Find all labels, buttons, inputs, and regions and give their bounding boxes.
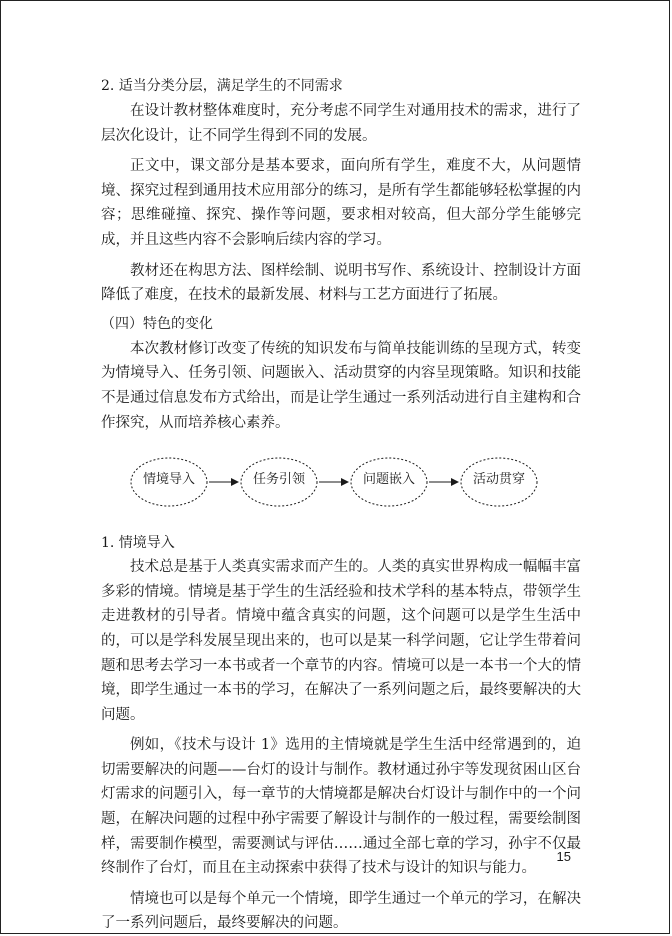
page-number: 15: [556, 849, 571, 864]
section-heading-feature-changes: （四）特色的变化: [101, 315, 213, 332]
paragraph: 例如，《技术与设计 1》选用的主情境就是学生生活中经常遇到的，迫切需要解决的问题——台灯的设计与制作。教材通过孙宇等发现贫困山区台灯需求的问题引入，每一章节的大情境都是解决台灯设计与制作中的一个问题，在解决问题的过程中孙宇需要了解设计与制作的一般过程，需要绘制图样，需要制作模型，需要测试与评估……通过全部七章的学习，孙宇不仅最终制作了台灯，而且在主动探索中获得了技术与设计的知识与能力。: [101, 737, 581, 877]
paragraph: 本次教材修订改变了传统的知识发布与简单技能训练的呈现方式，转变为情境导入、任务引领、问题嵌入、活动贯穿的内容呈现策略。知识和技能不是通过信息发布方式给出，而是让学生通过一系列活动进行自主建构和合作探究，从而培养核心素养。: [101, 340, 581, 431]
flow-node-label: 问题嵌入: [362, 472, 415, 488]
flow-node-label: 任务引领: [252, 472, 305, 488]
subsection-heading-scenario: 1. 情境导入: [101, 535, 175, 552]
section-heading-layered-design: 2. 适当分类分层，满足学生的不同需求: [101, 78, 343, 94]
paragraph: 正文中，课文部分是基本要求，面向所有学生，难度不大，从问题情境、探究过程到通用技术应用部分的练习，是所有学生都能够轻松掌握的内容；思维碰撞、探究、操作等问题，要求相对较高，但大部分学生能够完成，并且这些内容不会影响后续内容的学习。: [101, 158, 581, 248]
paragraph: 情境也可以是每个单元一个情境，即学生通过一个单元的学习，在解决了一系列问题后，最终要解决的问题。: [101, 890, 581, 932]
paragraph: 在设计教材整体难度时，充分考虑不同学生对通用技术的需求，进行了层次化设计，让不同学生得到不同的发展。: [101, 103, 581, 144]
flow-node-label: 情境导入: [142, 472, 195, 488]
page-content: [101, 74, 581, 936]
flow-diagram: [101, 449, 581, 515]
flow-node-label: 活动贯穿: [472, 472, 525, 488]
paragraph: 教材还在构思方法、图样绘制、说明书写作、系统设计、控制设计方面降低了难度，在技术的最新发展、材料与工艺方面进行了拓展。: [101, 262, 581, 304]
paragraph: 技术总是基于人类真实需求而产生的。人类的真实世界构成一幅幅丰富多彩的情境。情境是基于学生的生活经验和技术学科的基本特点，带领学生走进教材的引导者。情境中蕴含真实的问题，这个问题可以是学生生活中的，可以是学科发展呈现出来的，也可以是某一科学问题，它让学生带着问题和思考去学习一本书或者一个章节的内容。情境可以是一本书一个大的情境，即学生通过一本书的学习，在解决了一系列问题之后，最终要解决的大问题。: [101, 559, 581, 723]
